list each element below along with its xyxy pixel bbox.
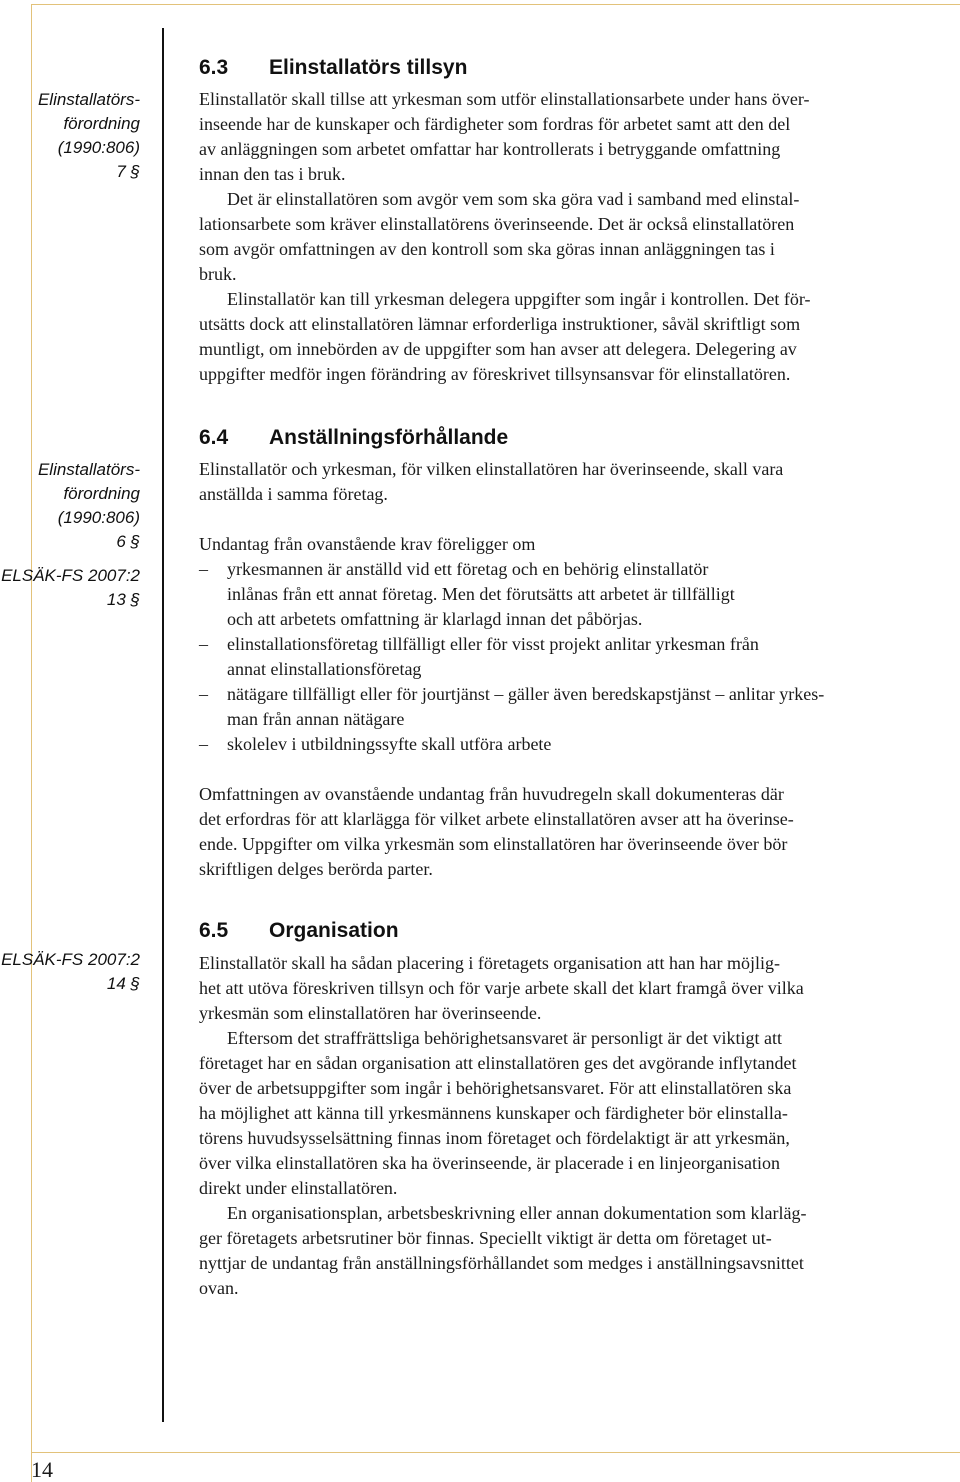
margin-ref-7 — [38, 88, 140, 184]
text-line: ovan. — [199, 1278, 239, 1298]
margin-ref-6-13 — [1, 458, 140, 612]
text-line: direkt under elinstallatören. — [199, 1178, 398, 1198]
list-dash: – — [199, 684, 208, 704]
text-line: nyttjar de undantag från anställningsförhållandet som medges i anställningsavsnittet — [199, 1253, 804, 1273]
text-line: ha möjlighet att känna till yrkesmännens kunskaper och färdigheter bör elinstalla- — [199, 1103, 788, 1123]
section-title: Elinstallatörs tillsyn — [269, 56, 468, 79]
ref-line: (1990:806) — [57, 508, 140, 527]
ref-line: 14 § — [106, 974, 140, 993]
ref-line: (1990:806) — [57, 138, 140, 157]
left-border — [31, 4, 32, 1482]
text-line: av anläggningen som arbetet omfattar har kontrollerats i betryggande omfattning — [199, 139, 781, 159]
ref-line: förordning — [63, 114, 140, 133]
list-item-text: yrkesmannen är anställd vid ett företag och en behörig elinstallatör — [227, 559, 709, 579]
section-title: Anställningsförhållande — [269, 426, 509, 449]
text-line: Omfattningen av ovanstående undantag från huvudregeln skall dokumenteras där — [199, 784, 784, 804]
text-line: het att utöva föreskriven tillsyn och för varje arbete skall det klart framgå över vilka — [199, 978, 804, 998]
text-line: Elinstallatör skall tillse att yrkesman som utför elinstallationsarbete under hans över- — [199, 89, 810, 109]
ref-line: 13 § — [106, 590, 140, 609]
text-line: ende. Uppgifter om vilka yrkesmän som elinstallatören har överinseende över bör — [199, 834, 788, 854]
list-dash: – — [199, 559, 208, 579]
text-line: utsätts dock att elinstallatören lämnar erforderliga instruktioner, såväl skriftligt som — [199, 314, 801, 334]
text-line: muntligt, om innebörden av de uppgifter som han avser att delegera. Delegering av — [199, 339, 797, 359]
ref-line: ELSÄK-FS 2007:2 — [1, 950, 140, 969]
text-line: över vilka elinstallatören ska ha överinseende, är placerade i en linjeorganisation — [199, 1153, 780, 1173]
text-line: inseende har de kunskaper och färdigheter som fordras för arbetet samt att den del — [199, 114, 791, 134]
text-line: Elinstallatör kan till yrkesman delegera uppgifter som ingår i kontrollen. Det för- — [227, 289, 811, 309]
text-line: bruk. — [199, 264, 237, 284]
list-dash: – — [199, 734, 208, 754]
text-line: det erfordras för att klarlägga för vilket arbete elinstallatören avser att ha överinse- — [199, 809, 794, 829]
bottom-border — [31, 1452, 960, 1453]
text-line: Elinstallatör och yrkesman, för vilken elinstallatören har överinseende, skall vara — [199, 459, 784, 479]
top-border — [31, 4, 960, 5]
text-line: Det är elinstallatören som avgör vem som ska göra vad i samband med elinstal- — [227, 189, 800, 209]
text-line: över de arbetsuppgifter som ingår i behörighetsansvaret. För att elinstallatören ska — [199, 1078, 792, 1098]
ref-line: ELSÄK-FS 2007:2 — [1, 566, 140, 585]
list-item-text: annat elinstallationsföretag — [227, 659, 422, 679]
text-line: Undantag från ovanstående krav föreligger om — [199, 534, 536, 554]
margin-rule — [162, 28, 164, 1422]
section-title: Organisation — [269, 919, 399, 942]
text-line: anställda i samma företag. — [199, 484, 388, 504]
section-number: 6.4 — [199, 426, 229, 449]
list-item-text: och att arbetets omfattning är klarlagd innan det påbörjas. — [227, 609, 643, 629]
text-line: som avgör omfattningen av den kontroll som ska göras innan anläggningen tas i — [199, 239, 775, 259]
section-number: 6.3 — [199, 56, 229, 79]
text-line: Elinstallatör skall ha sådan placering i företagets organisation att han har möjlig- — [199, 953, 780, 973]
text-line: skriftligen delges berörda parter. — [199, 859, 433, 879]
text-line: yrkesmän som elinstallatören har överinseende. — [199, 1003, 542, 1023]
margin-ref-14 — [1, 948, 140, 996]
page-number: 14 — [31, 1457, 53, 1482]
text-line: Eftersom det straffrättsliga behörighetsansvaret är personligt är det viktigt att — [227, 1028, 782, 1048]
text-line: innan den tas i bruk. — [199, 164, 346, 184]
text-line: En organisationsplan, arbetsbeskrivning eller annan dokumentation som klarläg- — [227, 1203, 807, 1223]
text-line: företaget har en sådan organisation att elinstallatören ges det avgörande inflytandet — [199, 1053, 797, 1073]
ref-line: förordning — [63, 484, 140, 503]
ref-line: 7 § — [116, 162, 140, 181]
text-line: törens huvudsysselsättning finnas inom företaget och fördelaktigt är att yrkesmän, — [199, 1128, 790, 1148]
list-dash: – — [199, 634, 208, 654]
text-line: lationsarbete som kräver elinstallatörens överinseende. Det är också elinstallatören — [199, 214, 795, 234]
section-heading — [199, 918, 399, 944]
section-number: 6.5 — [199, 919, 229, 942]
list-item-text: man från annan nätägare — [227, 709, 405, 729]
section-heading — [199, 425, 508, 451]
list-item-text: elinstallationsföretag tillfälligt eller för visst projekt anlitar yrkesman från — [227, 634, 759, 654]
ref-line: Elinstallatörs- — [37, 460, 140, 479]
text-line: ger företagets arbetsrutiner bör finnas. Speciellt viktigt är detta om företaget ut- — [199, 1228, 772, 1248]
section-heading — [199, 55, 467, 81]
ref-line: Elinstallatörs- — [37, 90, 140, 109]
ref-line: 6 § — [116, 532, 140, 551]
list-item-text: nätägare tillfälligt eller för jourtjänst – gäller även beredskapstjänst – anlitar yrkes- — [227, 684, 825, 704]
text-line: uppgifter medför ingen förändring av föreskrivet tillsynsansvar för elinstallatören. — [199, 364, 791, 384]
list-item-text: inlånas från ett annat företag. Men det förutsätts att arbetet är tillfälligt — [227, 584, 735, 604]
list-item-text: skolelev i utbildningssyfte skall utföra arbete — [227, 734, 552, 754]
